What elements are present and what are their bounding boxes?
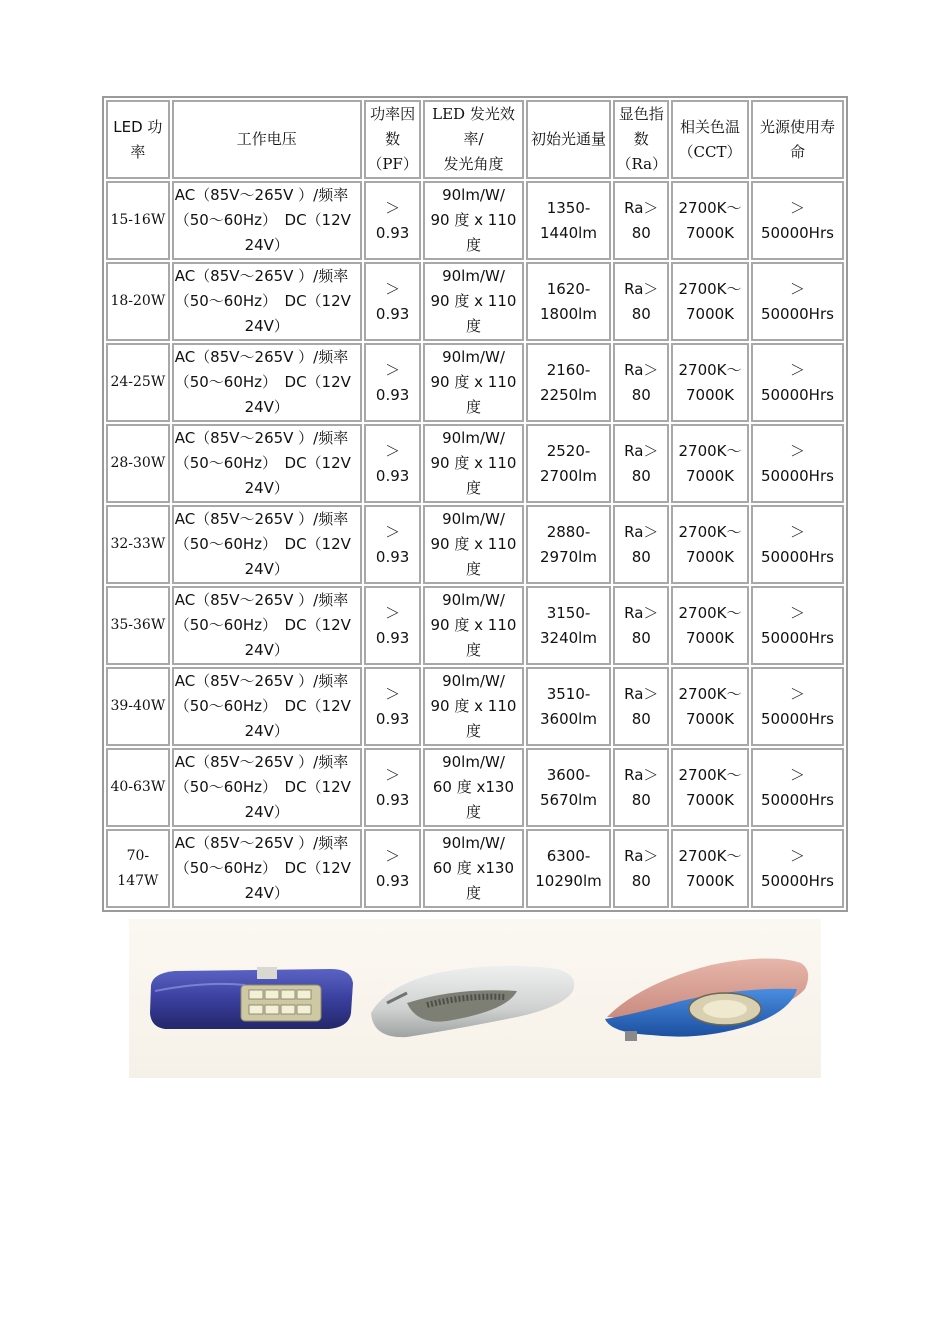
cell-cri-line: 80 [631, 223, 651, 242]
cell-power-line: 39-40W [110, 698, 166, 714]
cell-efficacy [423, 262, 523, 341]
cell-power [106, 424, 170, 503]
cell-efficacy [423, 748, 523, 827]
cell-voltage-line: 24V） [244, 317, 289, 335]
cell-cri-line: Ra＞ [624, 765, 659, 784]
cell-flux-line: 5670lm [540, 790, 597, 809]
cell-cct-line: 2700K～ [678, 765, 742, 784]
cell-voltage-line: 24V） [244, 722, 289, 740]
cell-cct-line: 2700K～ [678, 441, 742, 460]
cell-efficacy-line: 90lm/W/ [442, 591, 505, 609]
cell-cri-line: 80 [631, 547, 651, 566]
cell-pf [364, 424, 422, 503]
table-header-row [106, 100, 844, 179]
cell-cct-line: 2700K～ [678, 684, 742, 703]
cell-cct [671, 262, 749, 341]
cell-flux [526, 667, 612, 746]
cell-voltage-line: 24V） [244, 560, 289, 578]
header-voltage: 工作电压 [172, 100, 362, 179]
cell-cri-line: 80 [631, 790, 651, 809]
cell-flux-line: 3600- [546, 765, 591, 784]
cell-cri [613, 829, 669, 908]
cell-pf-line: 0.93 [375, 223, 410, 242]
cell-voltage [172, 829, 362, 908]
cell-voltage-line: （50～60Hz） DC（12V [174, 535, 351, 553]
cell-pf [364, 505, 422, 584]
cell-life [751, 667, 844, 746]
cell-pf-line: 0.93 [375, 628, 410, 647]
cell-life [751, 829, 844, 908]
cell-cct-line: 7000K [685, 790, 734, 809]
cell-cct-line: 2700K～ [678, 198, 742, 217]
cell-flux [526, 829, 612, 908]
cell-voltage-line: （50～60Hz） DC（12V [174, 211, 351, 229]
cell-cct-line: 2700K～ [678, 846, 742, 865]
cell-pf-line: 0.93 [375, 547, 410, 566]
cell-pf-line: 0.93 [375, 871, 410, 890]
cell-power [106, 343, 170, 422]
cell-voltage-line: 24V） [244, 479, 289, 497]
product-photos [129, 919, 821, 1078]
cell-life-line: 50000Hrs [760, 385, 834, 404]
cell-flux-line: 2520- [546, 441, 591, 460]
cell-pf-line: ＞ [385, 765, 401, 784]
cell-efficacy-line: 度 [465, 236, 481, 254]
cell-efficacy-line: 90 度 x 110 [430, 535, 517, 553]
cell-life-line: 50000Hrs [760, 547, 834, 566]
cell-pf-line: 0.93 [375, 304, 410, 323]
cell-voltage-line: AC（85V～265V ）/频率 [174, 267, 349, 285]
table-row [106, 505, 844, 584]
cell-efficacy-line: 90lm/W/ [442, 834, 505, 852]
cell-flux-line: 3600lm [540, 709, 597, 728]
cell-flux-line: 1800lm [540, 304, 597, 323]
cell-voltage [172, 748, 362, 827]
cell-life-line: ＞ [789, 279, 805, 298]
cell-pf [364, 181, 422, 260]
cell-life-line: ＞ [789, 684, 805, 703]
cell-power-line: 15-16W [110, 212, 166, 228]
cell-flux-line: 2250lm [540, 385, 597, 404]
cell-flux-line: 3150- [546, 603, 591, 622]
cell-efficacy [423, 343, 523, 422]
cell-cct [671, 424, 749, 503]
cell-cct-line: 7000K [685, 709, 734, 728]
cell-voltage-line: （50～60Hz） DC（12V [174, 454, 351, 472]
cell-flux [526, 505, 612, 584]
cell-voltage-line: AC（85V～265V ）/频率 [174, 672, 349, 690]
cell-power-line: 35-36W [110, 617, 166, 633]
header-flux: 初始光通量 [526, 100, 612, 179]
cell-flux-line: 1440lm [540, 223, 597, 242]
cell-voltage-line: （50～60Hz） DC（12V [174, 373, 351, 391]
cell-cri [613, 262, 669, 341]
cell-pf-line: ＞ [385, 684, 401, 703]
cell-life-line: 50000Hrs [760, 709, 834, 728]
cell-life-line: 50000Hrs [760, 304, 834, 323]
cell-power [106, 829, 170, 908]
cell-power-line: 28-30W [110, 455, 166, 471]
cell-cct [671, 829, 749, 908]
cell-flux [526, 586, 612, 665]
cell-power-line: 70-147W [117, 847, 159, 889]
cell-efficacy-line: 度 [465, 722, 481, 740]
cell-power-line: 18-20W [110, 293, 166, 309]
cell-pf [364, 343, 422, 422]
cell-efficacy-line: 90 度 x 110 [430, 616, 517, 634]
cell-cct [671, 181, 749, 260]
cell-efficacy-line: 60 度 x130 [432, 778, 515, 796]
cell-voltage-line: AC（85V～265V ）/频率 [174, 510, 349, 528]
cell-life-line: ＞ [789, 360, 805, 379]
cell-cct-line: 2700K～ [678, 522, 742, 541]
cell-efficacy-line: 度 [465, 803, 481, 821]
cell-cct-line: 2700K～ [678, 360, 742, 379]
cell-pf-line: ＞ [385, 279, 401, 298]
cell-efficacy-line: 度 [465, 317, 481, 335]
cell-pf-line: ＞ [385, 603, 401, 622]
cell-life [751, 343, 844, 422]
cell-efficacy-line: 90lm/W/ [442, 672, 505, 690]
cell-cri-line: Ra＞ [624, 846, 659, 865]
cell-power [106, 181, 170, 260]
cell-cri-line: Ra＞ [624, 684, 659, 703]
cell-pf-line: 0.93 [375, 385, 410, 404]
cell-cri-line: Ra＞ [624, 279, 659, 298]
cell-life-line: ＞ [789, 522, 805, 541]
cell-life-line: ＞ [789, 846, 805, 865]
cell-cct [671, 667, 749, 746]
cell-power [106, 505, 170, 584]
cell-efficacy-line: 90 度 x 110 [430, 697, 517, 715]
cell-flux-line: 1620- [546, 279, 591, 298]
cell-cct [671, 343, 749, 422]
pink-blue-street-lamp-icon [601, 949, 813, 1049]
table-row [106, 424, 844, 503]
table-row [106, 829, 844, 908]
cell-efficacy-line: 90lm/W/ [442, 429, 505, 447]
cell-pf [364, 667, 422, 746]
cell-flux-line: 10290lm [535, 871, 602, 890]
cell-efficacy [423, 181, 523, 260]
cell-efficacy [423, 505, 523, 584]
cell-cri-line: Ra＞ [624, 441, 659, 460]
cell-flux-line: 2160- [546, 360, 591, 379]
cell-cri-line: 80 [631, 466, 651, 485]
cell-power [106, 262, 170, 341]
cell-cri-line: Ra＞ [624, 360, 659, 379]
cell-life [751, 748, 844, 827]
cell-cct-line: 7000K [685, 547, 734, 566]
cell-life-line: ＞ [789, 603, 805, 622]
cell-efficacy [423, 424, 523, 503]
cell-voltage [172, 424, 362, 503]
header-cct: 相关色温 （CCT） [671, 100, 749, 179]
cell-pf-line: ＞ [385, 846, 401, 865]
cell-life [751, 586, 844, 665]
cell-voltage-line: （50～60Hz） DC（12V [174, 697, 351, 715]
cell-efficacy-line: 90lm/W/ [442, 753, 505, 771]
cell-cct [671, 586, 749, 665]
cell-cct-line: 7000K [685, 466, 734, 485]
cell-voltage-line: （50～60Hz） DC（12V [174, 859, 351, 877]
cell-cri-line: Ra＞ [624, 603, 659, 622]
cell-flux-line: 2880- [546, 522, 591, 541]
cell-cri-line: 80 [631, 628, 651, 647]
cell-efficacy [423, 829, 523, 908]
cell-efficacy-line: 90 度 x 110 [430, 211, 517, 229]
cell-cct-line: 7000K [685, 223, 734, 242]
cell-flux-line: 3240lm [540, 628, 597, 647]
cell-efficacy-line: 度 [465, 884, 481, 902]
led-spec-table [102, 96, 848, 912]
cell-efficacy-line: 度 [465, 641, 481, 659]
cell-voltage-line: AC（85V～265V ）/频率 [174, 348, 349, 366]
cell-efficacy [423, 667, 523, 746]
cell-voltage-line: （50～60Hz） DC（12V [174, 616, 351, 634]
header-pf: 功率因 数（PF） [364, 100, 422, 179]
cell-cri [613, 748, 669, 827]
cell-life-line: ＞ [789, 441, 805, 460]
cell-voltage-line: AC（85V～265V ）/频率 [174, 429, 349, 447]
cell-efficacy [423, 586, 523, 665]
cell-voltage-line: 24V） [244, 803, 289, 821]
cell-efficacy-line: 90lm/W/ [442, 510, 505, 528]
cell-life [751, 505, 844, 584]
cell-cct-line: 7000K [685, 871, 734, 890]
cell-cct-line: 2700K～ [678, 603, 742, 622]
cell-pf [364, 829, 422, 908]
cell-cri [613, 424, 669, 503]
table-row [106, 181, 844, 260]
cell-voltage-line: （50～60Hz） DC（12V [174, 292, 351, 310]
cell-life-line: 50000Hrs [760, 466, 834, 485]
cell-voltage [172, 586, 362, 665]
cell-pf [364, 262, 422, 341]
header-life: 光源使用寿 命 [751, 100, 844, 179]
table-row [106, 262, 844, 341]
cell-efficacy-line: 90lm/W/ [442, 348, 505, 366]
cell-power-line: 32-33W [110, 536, 166, 552]
cell-power [106, 748, 170, 827]
cell-power [106, 667, 170, 746]
cell-voltage [172, 505, 362, 584]
cell-cri-line: 80 [631, 385, 651, 404]
cell-cct-line: 7000K [685, 385, 734, 404]
cell-pf-line: 0.93 [375, 709, 410, 728]
cell-cct-line: 7000K [685, 628, 734, 647]
cell-life-line: ＞ [789, 765, 805, 784]
cell-voltage-line: AC（85V～265V ）/频率 [174, 834, 349, 852]
cell-voltage [172, 262, 362, 341]
white-led-street-lamp-icon [367, 963, 579, 1043]
cell-efficacy-line: 90 度 x 110 [430, 454, 517, 472]
cell-pf-line: 0.93 [375, 790, 410, 809]
cell-efficacy-line: 90lm/W/ [442, 186, 505, 204]
cell-efficacy-line: 度 [465, 398, 481, 416]
cell-flux-line: 3510- [546, 684, 591, 703]
header-cri: 显色指 数（Ra） [613, 100, 669, 179]
cell-flux [526, 748, 612, 827]
cell-voltage-line: 24V） [244, 398, 289, 416]
cell-voltage [172, 343, 362, 422]
cell-voltage-line: 24V） [244, 884, 289, 902]
cell-cri [613, 586, 669, 665]
cell-efficacy-line: 60 度 x130 [432, 859, 515, 877]
cell-flux [526, 181, 612, 260]
cell-life [751, 424, 844, 503]
cell-pf-line: ＞ [385, 198, 401, 217]
cell-life-line: 50000Hrs [760, 223, 834, 242]
cell-cri [613, 505, 669, 584]
cell-flux [526, 424, 612, 503]
cell-life [751, 262, 844, 341]
cell-voltage-line: （50～60Hz） DC（12V [174, 778, 351, 796]
cell-efficacy-line: 度 [465, 560, 481, 578]
cell-pf [364, 748, 422, 827]
cell-cct-line: 7000K [685, 304, 734, 323]
cell-pf-line: ＞ [385, 522, 401, 541]
cell-voltage [172, 181, 362, 260]
cell-efficacy-line: 90 度 x 110 [430, 373, 517, 391]
cell-voltage-line: 24V） [244, 641, 289, 659]
table-row [106, 748, 844, 827]
cell-flux [526, 343, 612, 422]
cell-cri-line: 80 [631, 871, 651, 890]
cell-life-line: 50000Hrs [760, 628, 834, 647]
blue-led-street-lamp-icon [145, 963, 359, 1035]
cell-life [751, 181, 844, 260]
cell-voltage-line: AC（85V～265V ）/频率 [174, 753, 349, 771]
cell-flux [526, 262, 612, 341]
cell-pf-line: 0.93 [375, 466, 410, 485]
cell-cct [671, 748, 749, 827]
table-row [106, 343, 844, 422]
table-row [106, 586, 844, 665]
cell-voltage-line: AC（85V～265V ）/频率 [174, 591, 349, 609]
cell-power-line: 40-63W [110, 779, 166, 795]
cell-power [106, 586, 170, 665]
cell-pf-line: ＞ [385, 441, 401, 460]
cell-cri-line: 80 [631, 709, 651, 728]
cell-cri [613, 343, 669, 422]
cell-voltage [172, 667, 362, 746]
cell-voltage-line: AC（85V～265V ）/频率 [174, 186, 349, 204]
cell-cri-line: Ra＞ [624, 522, 659, 541]
cell-flux-line: 2970lm [540, 547, 597, 566]
cell-life-line: ＞ [789, 198, 805, 217]
cell-pf [364, 586, 422, 665]
cell-cri-line: 80 [631, 304, 651, 323]
cell-efficacy-line: 度 [465, 479, 481, 497]
cell-life-line: 50000Hrs [760, 790, 834, 809]
cell-flux-line: 2700lm [540, 466, 597, 485]
cell-voltage-line: 24V） [244, 236, 289, 254]
cell-pf-line: ＞ [385, 360, 401, 379]
cell-cri [613, 667, 669, 746]
cell-cct-line: 2700K～ [678, 279, 742, 298]
cell-cct [671, 505, 749, 584]
cell-flux-line: 1350- [546, 198, 591, 217]
header-power: LED 功 率 [106, 100, 170, 179]
cell-efficacy-line: 90 度 x 110 [430, 292, 517, 310]
cell-flux-line: 6300- [546, 846, 591, 865]
cell-cri-line: Ra＞ [624, 198, 659, 217]
cell-power-line: 24-25W [110, 374, 166, 390]
header-efficacy: LED 发光效 率/ 发光角度 [423, 100, 523, 179]
cell-life-line: 50000Hrs [760, 871, 834, 890]
cell-cri [613, 181, 669, 260]
cell-efficacy-line: 90lm/W/ [442, 267, 505, 285]
table-row [106, 667, 844, 746]
